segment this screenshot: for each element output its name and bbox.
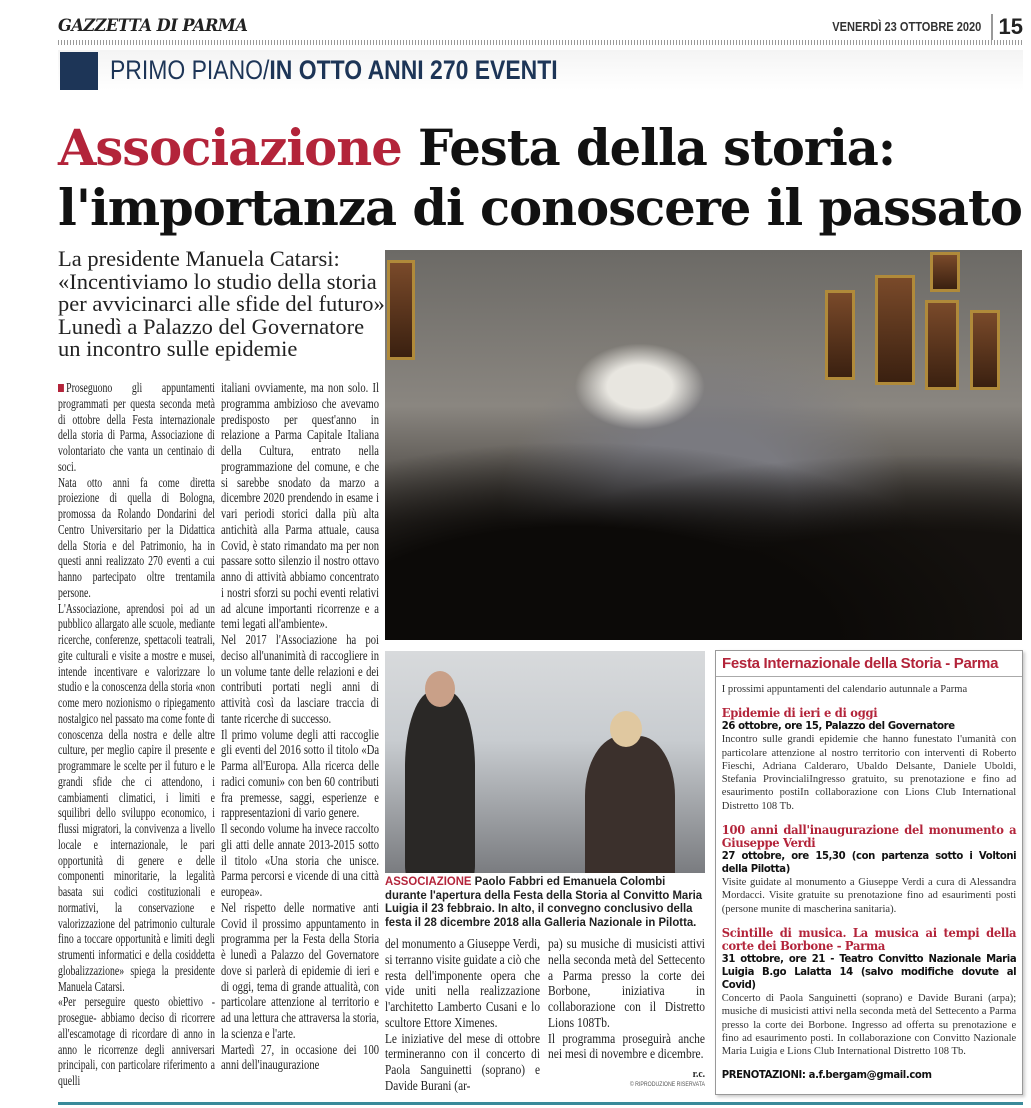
paragraph: Il primo volume degli atti raccoglie gli eventi del 2016 sotto il titolo «Da Parma all'Europa. Alla ricerca delle radici comuni» con ben 60 contributi fra premesse, saggi, esperienze e rappresentazioni di vario genere. — [221, 726, 379, 821]
event-title: 100 anni dall'inaugurazione del monumento a Giuseppe Verdi — [721, 823, 1017, 851]
event-when: 27 ottobre, ore 15,30 (con partenza sotto i Voltoni della Pilotta) — [721, 850, 1017, 876]
bullet-square-icon — [58, 384, 64, 392]
event-when: 26 ottobre, ore 15, Palazzo del Governatore — [721, 720, 955, 733]
paragraph: Nata otto anni fa come diretta proiezione di quella di Bologna, promossa da Rolando Dondarini del Centro Universitario per la Didattica della Storia e del Patrimonio, ha in questi anni realizzato 270 eventi a cui hanno partecipato oltre trentamila persone. — [58, 474, 215, 600]
paragraph: Nel rispetto delle normative anti Covid il prossimo appuntamento in programma per la Festa della Storia è lunedì a Palazzo del Governatore dove si parlerà di epidemie di ieri e di oggi, tema di grande attualità, con particolare attenzione al territorio e ad una lettura che attraversa la storia, la scienza e l'arte. — [221, 899, 379, 1041]
caption-kicker: ASSOCIAZIONE — [385, 875, 472, 888]
headline-line1: Festa della storia: — [417, 118, 896, 177]
caption-text: Paolo Fabbri ed Emanuela Colombi durante l'apertura della Festa della Storia al Convitto Maria Luigia il 23 febbraio. In alto, il convegno conclusivo della festa il 28 dicembre 2018 alla Galleria Nazionale in Pilotta. — [385, 875, 703, 929]
event-title: Epidemie di ieri e di oggi — [721, 706, 878, 721]
box-intro: I prossimi appuntamenti del calendario autunnale a Parma — [721, 683, 968, 695]
photo-speakers — [385, 651, 705, 873]
photo-caption — [385, 875, 705, 929]
booking-email: PRENOTAZIONI: a.f.bergam@gmail.com — [721, 1069, 932, 1082]
copyright-notice: © RIPRODUZIONE RISERVATA — [629, 1082, 705, 1088]
event-item — [722, 707, 1016, 813]
page-number: 15 — [991, 14, 1023, 40]
paragraph: Il programma proseguirà anche nei mesi di novembre e dicembre. — [548, 1030, 705, 1062]
masthead-divider — [58, 40, 1023, 45]
paragraph: Martedì 27, in occasione dei 100 anni dell'inaugurazione — [221, 1041, 379, 1073]
author-signature: r.c. — [692, 1068, 705, 1080]
article-column-2 — [221, 380, 379, 1073]
masthead-logo: GAZZETTA DI PARMA — [58, 16, 248, 36]
issue-date: VENERDÌ 23 OTTOBRE 2020 — [831, 19, 981, 34]
section-label: PRIMO PIANO/ — [110, 55, 270, 85]
event-text: Visite guidate al monumento a Giuseppe Verdi a cura di Alessandra Mordacci. Visite gratuite su prenotazione fino ad esaurimenti posti (persone munite di mascherina sanitaria). — [721, 876, 1017, 915]
paragraph: Le iniziative del mese di ottobre termineranno con il concerto di Paola Sanguinetti (soprano) e Davide Burani (ar- — [385, 1030, 540, 1093]
paragraph: del monumento a Giuseppe Verdi, si terranno visite guidate a ciò che resta dell'imponente opera che vide uniti nella realizzazione l'architetto Lamberto Cusani e lo scultore Ettore Ximenes. — [385, 936, 540, 1030]
photo-conference-gallery — [385, 250, 1022, 640]
subheadline: La presidente Manuela Catarsi: «Incentiviamo lo studio della storia per avvicinarci alle sfide del futuro» Lunedì a Palazzo del Governatore un incontro sulle epidemie — [58, 246, 385, 361]
paragraph: «Per perseguire questo obiettivo - prosegue- abbiamo deciso di ricorrere all'escamotage di ricordare di anno in anno le ricorrenze degli anniversari principali, con particolare riferimento a quelli — [58, 994, 215, 1088]
headline-kicker: Associazione — [58, 118, 402, 177]
section-title: IN OTTO ANNI 270 EVENTI — [269, 55, 558, 85]
article-column-3 — [385, 936, 540, 1094]
event-item — [722, 927, 1016, 1058]
headline-line2: l'importanza di conoscere il passato — [58, 178, 1022, 237]
headline — [58, 118, 1023, 238]
events-sidebar-box — [715, 650, 1023, 1095]
event-text: Concerto di Paola Sanguinetti (soprano) e Davide Burani (arpa); musiche di musicisti attivi nella seconda metà del Settecento a Parma presso la corte dei Borbone. Ingresso ad offerta su prenotazione e fino ad esaurimento posti. In collaborazione con Convitto Nazionale Maria Luigia e Lions Club International Distretto 108 Tb. — [721, 991, 1017, 1058]
event-item — [722, 824, 1016, 916]
article-column-4 — [548, 936, 705, 1088]
paragraph: Nel 2017 l'Associazione ha poi deciso all'unanimità di raccogliere in un volume tante delle relazioni e dei contributi portati negli anni di attività così da lasciare traccia di tante ricerche di successo. — [221, 632, 379, 726]
article-column-1 — [58, 380, 215, 1089]
paragraph: Proseguono gli appuntamenti programmati per questa seconda metà di ottobre della Festa internazionale della storia di Parma, Associazione di volontariato che vanta un centinaio di soci. — [58, 380, 215, 474]
event-text: Incontro sulle grandi epidemie che hanno funestato l'umanità con particolare attenzione al nostro territorio con interventi di Roberto Fieschi, Adriana Calderaro, Ubaldo Delsante, Daniele Uboldi, Stefania ProvincialiIngresso gratuito, su prenotazione e fino ad esaurimento postiIn collaborazione con Lions Club International Distretto 108 Tb. — [721, 733, 1017, 812]
paragraph: Il secondo volume ha invece raccolto gli atti delle annate 2013-2015 sotto il titolo «Una storia che unisce. Parma percorsi e vicende di una città europea». — [221, 821, 379, 899]
bottom-rule — [58, 1102, 1023, 1105]
box-title: Festa Internazionale della Storia - Parma — [716, 651, 1022, 677]
section-heading — [110, 55, 558, 86]
paragraph: L'Associazione, aprendosi poi ad un pubblico allargato alle scuole, mediante ricerche, conferenze, spettacoli teatrali, gite culturali e visite a mostre e musei, intende incentivare e valorizzare lo studio e la conoscenza della storia «non come mero nozionismo o ripiegamento nostalgico nel passato ma come fonte di conoscenza della nostra e delle altre culture, per meglio capire il presente e programmare le scelte per il futuro e le grandi sfide che ci attendono, i cambiamenti climatici, i limiti e squilibri dello sviluppo economico, i flussi migratori, la convivenza a livello locale e internazionale, le pari opportunità di genere e delle componenti minoritarie, la legalità basata sui codici costituzionali e normativi, la conservazione e valorizzazione del patrimonio culturale fino a toccare opportunità e limiti degli strumenti informatici e della cosiddetta globalizzazione» spiega la presidente Manuela Catarsi. — [58, 600, 215, 994]
section-marker — [60, 52, 98, 90]
paragraph: italiani ovviamente, ma non solo. Il programma ambizioso che avevamo predisposto per quest'anno in relazione a Parma Capitale Italiana della Cultura, entrato nella programmazione del comune, e che si sarebbe snodato da marzo a dicembre 2020 prendendo in esame i vari periodi storici dalla più alta antichità alla Parma attuale, causa Covid, è stato rimandato ma per non passare sotto silenzio il nostro ottavo anno di attività abbiamo concentrato i nostri sforzi su pochi eventi relativi ad alcune importanti ricorrenze e a temi legati all'ambiente». — [221, 380, 379, 632]
paragraph: pa) su musiche di musicisti attivi nella seconda metà del Settecento a Parma presso la corte dei Borbone, iniziativa in collaborazione con il Distretto Lions 108Tb. — [548, 936, 705, 1030]
event-title: Scintille di musica. La musica ai tempi della corte dei Borbone - Parma — [721, 925, 1017, 953]
event-when: 31 ottobre, ore 21 - Teatro Convitto Nazionale Maria Luigia B.go Lalatta 14 (salvo modifiche dovute al Covid) — [721, 952, 1017, 991]
